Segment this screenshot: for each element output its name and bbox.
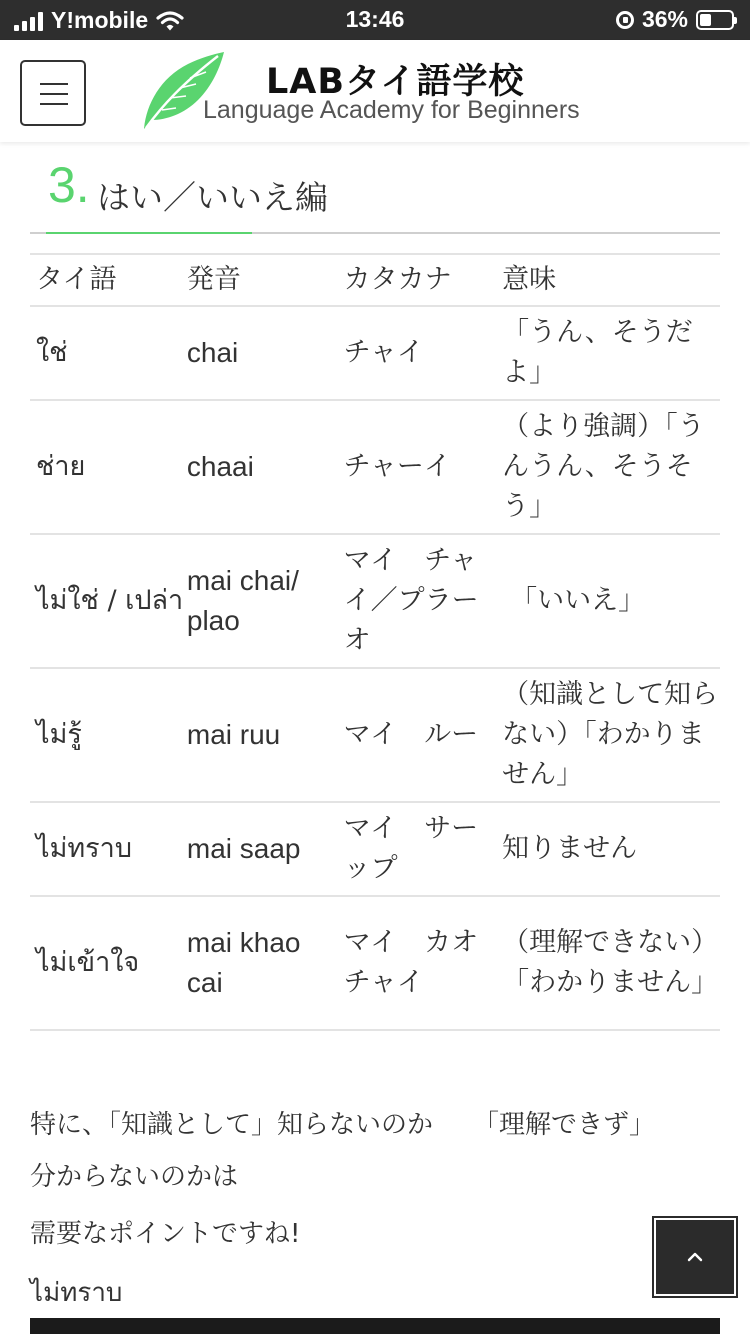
katakana: マイ チャイ／プラーオ [344, 534, 503, 668]
table-row [30, 400, 720, 534]
vocabulary-table [30, 253, 720, 1031]
site-header [0, 40, 750, 142]
meaning: 「うん、そうだよ」 [502, 306, 720, 400]
paragraph-text: 特に、「知識として」知らないのか [30, 1110, 434, 1140]
pronunciation: mai chai/ plao [187, 534, 344, 668]
katakana: チャイ [344, 306, 503, 400]
section-heading [30, 150, 720, 234]
table-header-row [30, 254, 720, 306]
column-header-katakana: カタカナ [344, 254, 503, 306]
paragraph-line: 分からないのかは [30, 1162, 239, 1192]
meaning: 「いいえ」 [502, 534, 720, 668]
katakana: マイ サーップ [344, 802, 503, 896]
katakana: チャーイ [344, 400, 503, 534]
table-row [30, 534, 720, 668]
thai-word: ไม่ใช่ / เปล่า [30, 534, 187, 668]
table-row [30, 802, 720, 896]
paragraph-line [30, 1104, 655, 1141]
katakana: マイ カオチャイ [344, 896, 503, 1030]
content-bottom-bar [30, 1318, 720, 1334]
meaning: 知りません [502, 802, 720, 896]
scroll-to-top-button[interactable] [654, 1218, 736, 1296]
pronunciation: mai khao cai [187, 896, 344, 1030]
meaning: （理解できない）「わかりません」 [502, 896, 720, 1030]
thai-word: ไม่ทราบ [30, 802, 187, 896]
katakana: マイ ルー [344, 668, 503, 802]
thai-word: ไม่เข้าใจ [30, 896, 187, 1030]
paragraph-text: 「理解できず」 [473, 1110, 656, 1140]
section-title: はい／いいえ編 [97, 178, 328, 217]
chevron-up-icon [656, 1220, 734, 1294]
table-row [30, 306, 720, 400]
status-right [616, 6, 734, 33]
site-subtitle: Language Academy for Beginners [203, 96, 580, 124]
column-header-pronunciation: 発音 [187, 254, 344, 306]
orientation-lock-icon [616, 11, 634, 29]
pronunciation: chai [187, 306, 344, 400]
site-title[interactable]: LABタイ語学校 [266, 62, 525, 102]
pronunciation: mai saap [187, 802, 344, 896]
clock-time: 13:46 [345, 6, 405, 32]
battery-icon [696, 10, 734, 30]
hamburger-menu-icon [40, 83, 68, 85]
paragraph-line: 需要なポイントですね! [30, 1219, 301, 1249]
table-row [30, 668, 720, 802]
meaning: （より強調）「うんうん、そうそう」 [502, 400, 720, 534]
pronunciation: chaai [187, 400, 344, 534]
hamburger-menu-button[interactable] [20, 60, 86, 126]
thai-word: ใช่ [30, 306, 187, 400]
battery-percent: 36% [641, 6, 688, 32]
paragraph-line: ไม่ทราบ [30, 1278, 123, 1308]
status-bar [0, 0, 750, 40]
meaning: （知識として知らない）「わかりません」 [502, 668, 720, 802]
section-number: 3. [48, 157, 90, 213]
thai-word: ไม่รู้ [30, 668, 187, 802]
column-header-thai: タイ語 [30, 254, 187, 306]
carrier-label: Y!mobile [51, 7, 149, 33]
pronunciation: mai ruu [187, 668, 344, 802]
column-header-meaning: 意味 [502, 254, 720, 306]
thai-word: ช่าย [30, 400, 187, 534]
table-row [30, 896, 720, 1030]
